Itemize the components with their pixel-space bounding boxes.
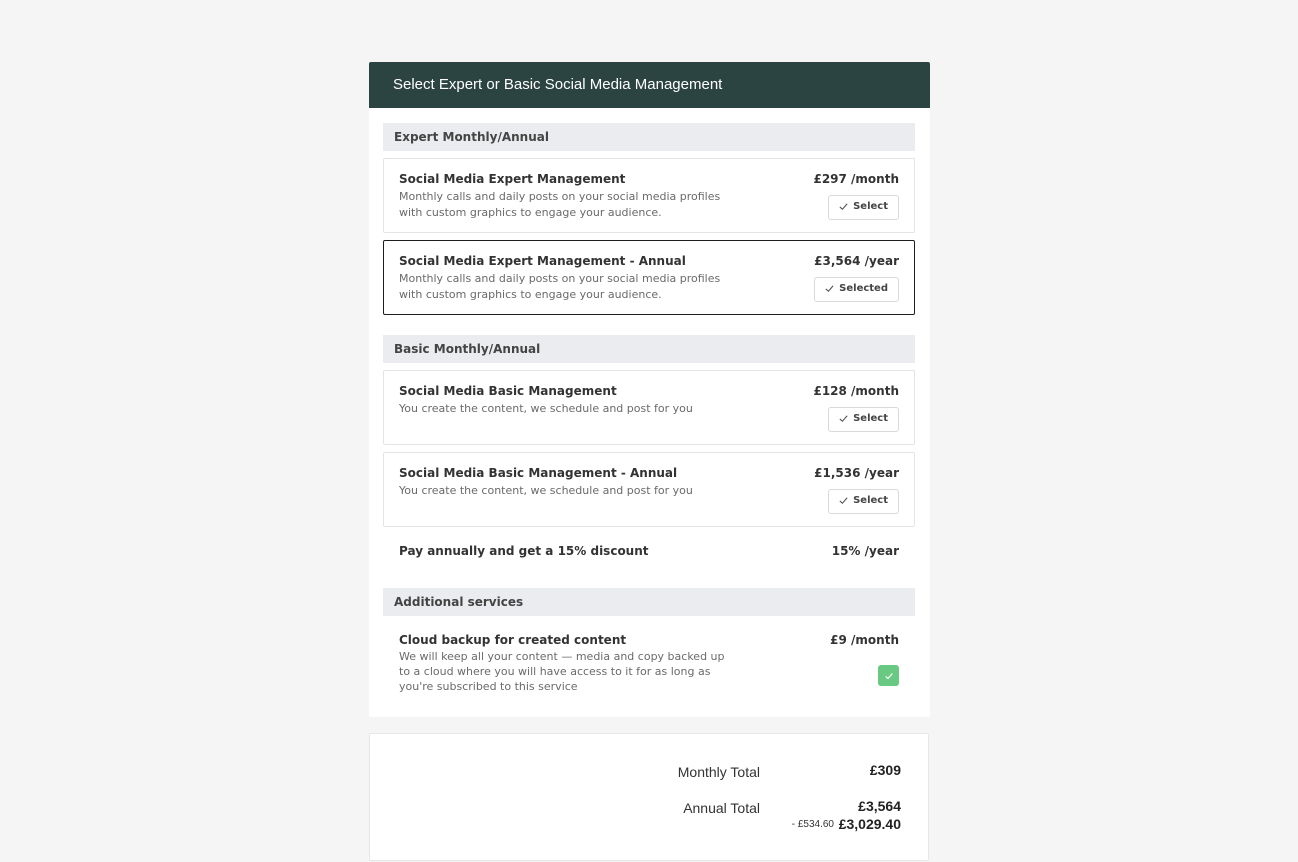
check-icon xyxy=(838,495,849,506)
select-button[interactable] xyxy=(828,195,899,220)
select-button[interactable] xyxy=(828,489,899,514)
plan-price: £297 /month xyxy=(813,172,899,186)
annual-discounted-total: £3,029.40 xyxy=(838,816,901,832)
discount-label: Pay annually and get a 15% discount xyxy=(399,544,649,558)
plan-title: Social Media Basic Management xyxy=(399,384,617,398)
plan-price: £1,536 /year xyxy=(814,466,899,480)
plan-description: You create the content, we schedule and post for you xyxy=(399,484,693,497)
plan-card-expert-monthly[interactable] xyxy=(383,158,915,233)
plan-card-expert-annual[interactable] xyxy=(383,240,915,315)
select-button-label: Selected xyxy=(839,283,888,294)
annual-total-label: Annual Total xyxy=(683,800,760,816)
panel-header xyxy=(369,62,930,108)
check-icon xyxy=(838,201,849,212)
selected-button[interactable] xyxy=(814,277,899,302)
addon-price: £9 /month xyxy=(830,633,899,647)
select-button-label: Select xyxy=(853,495,888,506)
monthly-total-value: £309 xyxy=(869,762,901,778)
select-button[interactable] xyxy=(828,407,899,432)
annual-discount-row xyxy=(399,544,899,560)
plan-title: Social Media Expert Management - Annual xyxy=(399,254,686,268)
section-header-basic: Basic Monthly/Annual xyxy=(383,335,915,363)
monthly-total-label: Monthly Total xyxy=(677,764,760,780)
plan-description: Monthly calls and daily posts on your social media profiles with custom graphics to engage your audience. xyxy=(399,190,721,219)
panel-title: Select Expert or Basic Social Media Management xyxy=(393,76,723,93)
plan-title: Social Media Basic Management - Annual xyxy=(399,466,678,480)
annual-total-value: £3,564 xyxy=(858,798,901,814)
section-header-additional: Additional services xyxy=(383,588,915,616)
plan-card-basic-annual[interactable] xyxy=(383,452,915,527)
annual-discount-amount: - £534.60 xyxy=(791,819,834,830)
addon-description: We will keep all your content — media and copy backed up to a cloud where you will have access to it for as long as you're subscribed to this service xyxy=(399,650,725,693)
section-header-expert: Expert Monthly/Annual xyxy=(383,123,915,151)
plan-description: You create the content, we schedule and post for you xyxy=(399,402,693,415)
plan-price: £128 /month xyxy=(813,384,899,398)
check-icon xyxy=(824,283,835,294)
plan-card-basic-monthly[interactable] xyxy=(383,370,915,445)
plan-title: Social Media Expert Management xyxy=(399,172,626,186)
addon-checkbox[interactable] xyxy=(878,665,899,686)
plan-price: £3,564 /year xyxy=(814,254,899,268)
totals-panel xyxy=(369,733,929,861)
select-button-label: Select xyxy=(853,413,888,424)
check-icon xyxy=(838,413,849,424)
check-icon xyxy=(884,671,894,681)
addon-cloud-backup xyxy=(383,624,915,704)
select-button-label: Select xyxy=(853,201,888,212)
discount-value: 15% /year xyxy=(831,544,899,558)
addon-title: Cloud backup for created content xyxy=(399,633,627,647)
plan-selection-panel xyxy=(369,62,930,717)
plan-description: Monthly calls and daily posts on your social media profiles with custom graphics to engage your audience. xyxy=(399,272,721,301)
